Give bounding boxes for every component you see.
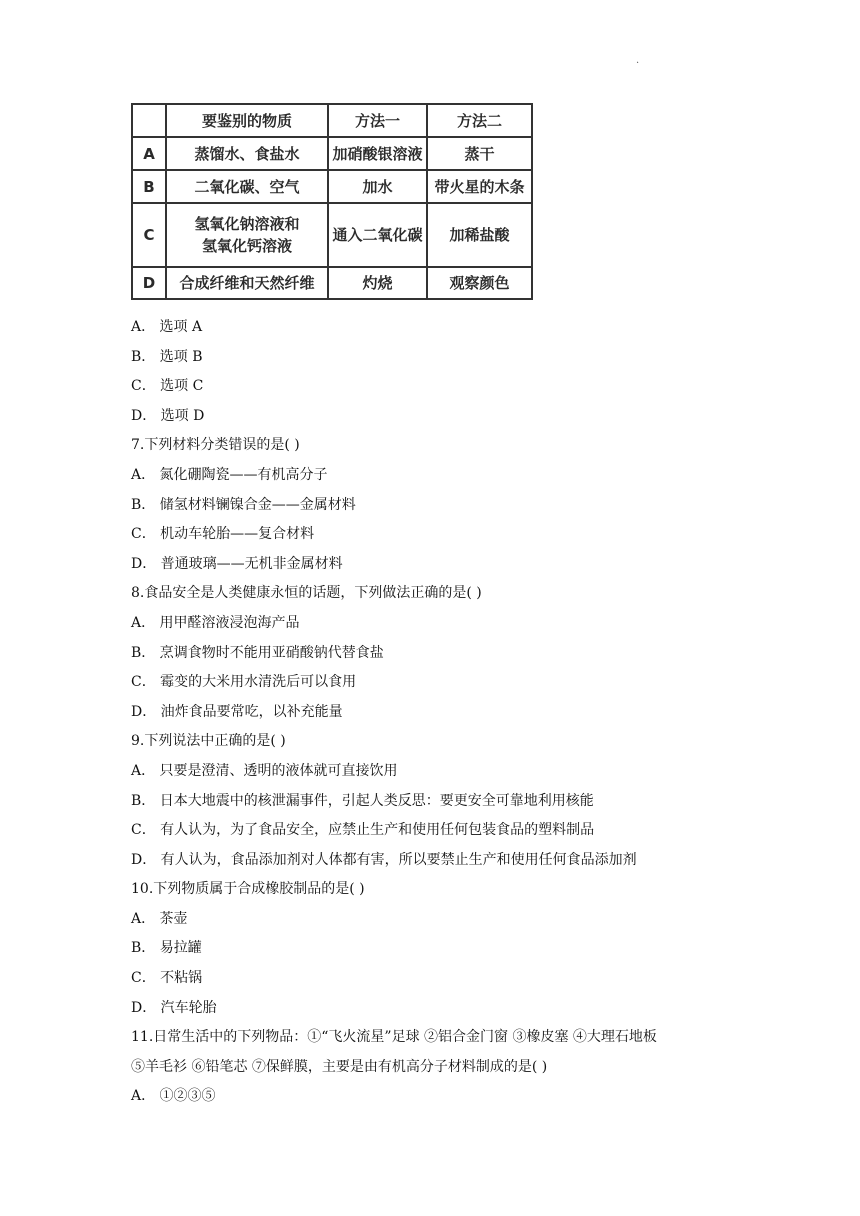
row-method1: 通入二氧化碳 <box>328 203 427 267</box>
row-method2: 蒸干 <box>427 137 532 170</box>
option-line: B． 易拉罐 <box>131 940 202 957</box>
row-substance: 合成纤维和天然纤维 <box>166 267 328 299</box>
option-line: B． 日本大地震中的核泄漏事件，引起人类反思：要更安全可靠地利用核能 <box>131 792 594 809</box>
table-header-row <box>132 104 532 137</box>
option-line: A． 用甲醛溶液浸泡海产品 <box>131 614 300 631</box>
option-line: B． 选项 B <box>131 348 203 365</box>
option-line: C． 不粘锅 <box>131 970 203 987</box>
option-line: C． 有人认为，为了食品安全，应禁止生产和使用任何包装食品的塑料制品 <box>131 822 595 839</box>
row-substance <box>166 203 328 267</box>
option-line: D． 汽车轮胎 <box>131 999 217 1016</box>
option-line: A． ①②③⑤ <box>131 1088 216 1105</box>
option-line: B． 储氢材料镧镍合金——金属材料 <box>131 496 356 513</box>
row-label: A <box>132 137 166 170</box>
row-method2: 带火星的木条 <box>427 170 532 203</box>
row-method1: 加水 <box>328 170 427 203</box>
row-method2: 加稀盐酸 <box>427 203 532 267</box>
row-substance-line: 氢氧化钠溶液和 <box>194 215 300 233</box>
row-substance-line: 氢氧化钙溶液 <box>201 237 292 255</box>
row-label: D <box>132 267 166 299</box>
question-stem: 9.下列说法中正确的是( ) <box>131 733 286 750</box>
table-row <box>132 203 532 267</box>
table-row <box>132 267 532 299</box>
header-cell-method2: 方法二 <box>427 104 532 137</box>
corner-mark: · <box>636 58 640 69</box>
option-line: A． 选项 A <box>131 319 203 335</box>
question-stem: 10.下列物质属于合成橡胶制品的是( ) <box>131 881 365 898</box>
question-stem: 11.日常生活中的下列物品：①“飞火流星”足球 ②铝合金门窗 ③橡皮塞 ④大理石地板 <box>131 1029 657 1046</box>
header-cell-empty <box>132 104 166 137</box>
row-substance: 二氧化碳、空气 <box>166 170 328 203</box>
table-row <box>132 170 532 203</box>
question-text-block <box>131 313 771 1112</box>
option-line: C． 霉变的大米用水清洗后可以食用 <box>131 674 357 691</box>
row-label: C <box>132 203 166 267</box>
row-method2: 观察颜色 <box>427 267 532 299</box>
row-substance: 蒸馏水、食盐水 <box>166 137 328 170</box>
option-line: B． 烹调食物时不能用亚硝酸钠代替食盐 <box>131 644 384 661</box>
question-stem: 7.下列材料分类错误的是( ) <box>131 437 300 454</box>
row-label: B <box>132 170 166 203</box>
option-line: A． 氮化硼陶瓷——有机高分子 <box>131 466 328 483</box>
row-method1: 加硝酸银溶液 <box>328 137 427 170</box>
row-method1: 灼烧 <box>328 267 427 299</box>
option-line: C． 选项 C <box>131 378 204 395</box>
option-line: A． 茶壶 <box>131 910 188 927</box>
question-stem: 8.食品安全是人类健康永恒的话题，下列做法正确的是( ) <box>131 585 482 602</box>
question-stem-continued: ⑤羊毛衫 ⑥铅笔芯 ⑦保鲜膜，主要是由有机高分子材料制成的是( ) <box>131 1058 548 1075</box>
option-line: D． 普通玻璃——无机非金属材料 <box>131 555 343 572</box>
header-cell-method1: 方法一 <box>328 104 427 137</box>
option-line: C． 机动车轮胎——复合材料 <box>131 526 315 543</box>
option-line: D． 油炸食品要常吃，以补充能量 <box>131 703 343 720</box>
option-line: D． 选项 D <box>131 407 205 424</box>
option-line: D． 有人认为，食品添加剂对人体都有害，所以要禁止生产和使用任何食品添加剂 <box>131 851 637 868</box>
table-row <box>132 137 532 170</box>
option-line: A． 只要是澄清、透明的液体就可直接饮用 <box>131 762 398 779</box>
header-cell-substance: 要鉴别的物质 <box>166 104 328 137</box>
identification-methods-table <box>131 103 533 300</box>
